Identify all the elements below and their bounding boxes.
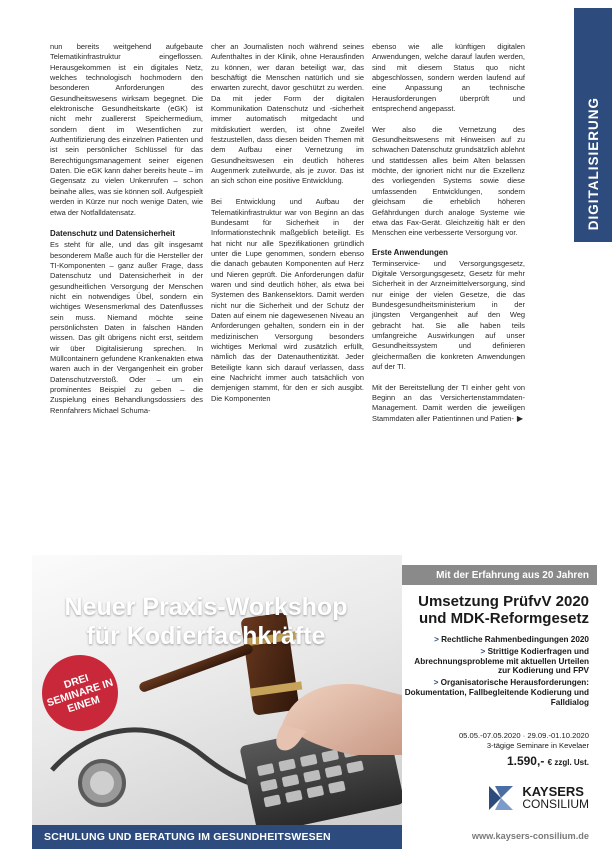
ad-topic-text: Rechtliche Rahmenbedingungen 2020 bbox=[441, 635, 589, 644]
ad-dates-line: 05.05.-07.05.2020 · 29.09.-01.10.2020 bbox=[458, 731, 589, 740]
logo-mark-icon bbox=[486, 783, 516, 813]
article-column-1 bbox=[50, 42, 203, 416]
section-tab-digitalisierung bbox=[574, 8, 612, 242]
article-paragraph: Terminservice- und Versorgungsgesetz, Digitale Versorgungsgesetz, Gesetz für mehr Sicherheit in der Arzneimittelversorgung, sind nur einige der vielen Gesetze, die das Bundesgesundheitsministerium in der jüngsten Vergangenheit auf den Weg gebracht hat. Sie alle haben teils umfangreiche Auswirkungen auf unser Gesundheitssystem und definieren gleichermaßen die konkreten Anwendungen auf der TI. bbox=[372, 258, 525, 371]
article-paragraph: ebenso wie alle künftigen digitalen Anwendungen, welche darauf laufen werden, sind mit diesem Status quo nicht abgeschlossen, sondern werden laufend auf eine Anpassung an technische Herausforderungen überprüft und entsprechend angepasst. bbox=[372, 42, 525, 114]
ad-price-amount: 1.590,- bbox=[506, 754, 545, 768]
ad-headline-line1: Neuer Praxis-Workshop bbox=[64, 593, 348, 621]
article-paragraph: cher an Journalisten noch während seines Aufenthaltes in der Klinik, ohne Herausfinden zu können, wer daran beteiligt war, das beschäftigt die Menschen natürlich und sie erwarten zurecht, davor geschützt zu werden. Da mit jeder Form der digitalen Kommunikation Datenschutz und -sicherheit immer automatisch mitgedacht und mitdiskutiert werden, ist ohne Zweifel festzustellen, dass diesen beiden Themen mit dem Aufbau einer Vernetzung im Gesundheitswesen ein deutlich höheres Augenmerk zuteilwurde, als je zuvor. Das ist an sich schon eine positive Entwicklung. bbox=[211, 42, 364, 186]
ad-price-suffix: € zzgl. Ust. bbox=[547, 758, 589, 767]
article-paragraph-text: Mit der Bereitstellung der TI einher geht von Beginn an das Versichertenstammdaten-Management. Damit werden die jeweiligen Stammdaten aller Patientinnen und Patien- bbox=[372, 382, 525, 423]
ad-price bbox=[507, 754, 589, 768]
ad-seminar-title bbox=[418, 593, 589, 627]
ad-title-line1: Umsetzung PrüfvV 2020 bbox=[418, 593, 589, 610]
ad-headline-line2: für Kodierfachkräfte bbox=[86, 622, 326, 650]
article-paragraph: Bei Entwicklung und Aufbau der Telematikinfrastruktur war von Beginn an das Bundesamt für Sicherheit in der Informationstechnik maßgeblich beteiligt. Es hat nicht nur alle Spezifikationen gründlich unter die Lupe genommen, sondern ebenso die danach gebauten Komponenten auf Herz und Nieren geprüft. Die Anforderungen dafür waren und sind deutlich höher, als etwa bei Systemen des Bankensektors. Damit werden nicht nur die Sicherheit und der Schutz der Daten auf einem nie dagewesenen Niveau an Anforderungen gehalten, sondern ein in der medizinischen Versorgung besonders wichtiges Merkmal wird zusätzlich erfüllt, nämlich das der Datenauthentizität. Jeder Beteiligte kann sich darauf verlassen, dass eine Nachricht immer auch tatsächlich von demjenigen stammt, für den er sich ausgibt. Die Komponenten bbox=[211, 197, 364, 403]
article-paragraph: nun bereits weitgehend aufgebaute Telematikinfrastruktur eingeflossen. Herausgekommen ist ein digitales Netz, welches technologisch hochmodern den besonderen Anforderungen des Gesundheitswesens wirksam begegnet. Die elektronische Gesundheitskarte (eGK) ist nicht mehr zuallererst Speichermedium, sondern dient im Wesentlichen zur Authentifizierung des einzelnen Patienten und ist sein persönlicher Schlüssel für das Berechtigungsmanagement seiner eigenen Daten. Die eGK kann daher bereits heute – im Gegensatz zu vielen Unkenrufen – schon beinahe alles, was sie können soll. Aufgespielt werden in Kürze nur noch wenige Daten, wie etwa der Notfalldatensatz. bbox=[50, 42, 203, 217]
advertisement bbox=[32, 555, 597, 849]
ad-badge-three-seminars: DREI SEMINARE IN EINEM bbox=[32, 645, 128, 741]
ad-photo-gavel-calculator bbox=[32, 555, 402, 849]
article-paragraph: Es steht für alle, und das gilt insgesamt besonderem Maße auch für die Hersteller der TI-Komponenten – ganz außer Frage, dass Datenschutz und Datensicherheit in der gesundheitlichen Versorgung der Menschen nicht ein notwendiges Übel, sondern ein wichtiges Wesensmerkmal des Datenflusses sein muss. Niemand möchte seine persönlichsten Daten in falschen Händen wissen. Das gilt übrigens nicht erst, seitdem wir über Digitalisierung sprechen. In Müllcontainern gefundene Krankenakten etwa waren auch in der Vergangenheit ein grober Datenschutzverstoß. Oder – um ein prominentes Beispiel zu geben – die Zuspielung eines Behandlungsdossiers des Rennfahrers Michael Schuma- bbox=[50, 240, 203, 415]
ad-topic-item bbox=[404, 647, 589, 676]
article-paragraph: Wer also die Vernetzung des Gesundheitswesens mit Hinweisen auf zu schwachen Datenschutz grundsätzlich ablehnt und stattdessen alles beim Alten belassen möchte, der ignoriert nicht nur die Exzellenz des vorliegenden Systems sowie diese umfassenden Entwicklungen, sondern gleichsam die erheblich höheren Gefährdungen durch analoge Systeme wie etwa das Fax-Gerät. Gleichzeitig hält er den Menschen eine verbesserte Versorgung vor. bbox=[372, 124, 525, 238]
article-subheading: Datenschutz und Datensicherheit bbox=[50, 229, 175, 239]
article-paragraph-last bbox=[372, 383, 525, 424]
logo-wordmark bbox=[522, 785, 589, 811]
ad-dates-sub: 3-tägige Seminare in Kevelaer bbox=[486, 741, 589, 750]
bullet-chevron-icon: > bbox=[480, 646, 488, 656]
ad-website-link[interactable]: www.kaysers-consilium.de bbox=[471, 831, 589, 841]
ad-experience-bar: Mit der Erfahrung aus 20 Jahren bbox=[402, 565, 597, 585]
section-tab-label: DIGITALISIERUNG bbox=[585, 96, 601, 230]
continue-arrow-icon: ▶ bbox=[516, 413, 523, 423]
ad-topic-item bbox=[404, 635, 589, 645]
ad-headline bbox=[36, 593, 376, 651]
ad-info-panel bbox=[402, 555, 597, 849]
article-column-3 bbox=[372, 42, 525, 424]
bullet-chevron-icon: > bbox=[433, 678, 441, 688]
article-subheading: Erste Anwendungen bbox=[372, 247, 448, 257]
ad-seminar-dates bbox=[459, 731, 589, 751]
article-column-2 bbox=[211, 42, 364, 404]
ad-topic-list bbox=[404, 635, 589, 710]
ad-bottom-bar: SCHULUNG UND BERATUNG IM GESUNDHEITSWESEN bbox=[32, 825, 402, 849]
ad-topic-text: Strittige Kodierfragen und Abrechnungsprobleme mit aktuellen Urteilen zur Kodierung und FPV bbox=[414, 646, 589, 676]
ad-topic-text: Organisatorische Herausforderungen: Dokumentation, Fallbegleitende Kodierung und Falldialog bbox=[404, 678, 589, 707]
bullet-chevron-icon: > bbox=[434, 635, 442, 644]
ad-title-line2: und MDK-Reformgesetz bbox=[418, 610, 589, 627]
kaysers-consilium-logo bbox=[486, 783, 589, 813]
logo-line1: KAYSERS bbox=[522, 784, 584, 799]
logo-line2: CONSILIUM bbox=[522, 797, 589, 811]
ad-topic-item bbox=[404, 678, 589, 707]
